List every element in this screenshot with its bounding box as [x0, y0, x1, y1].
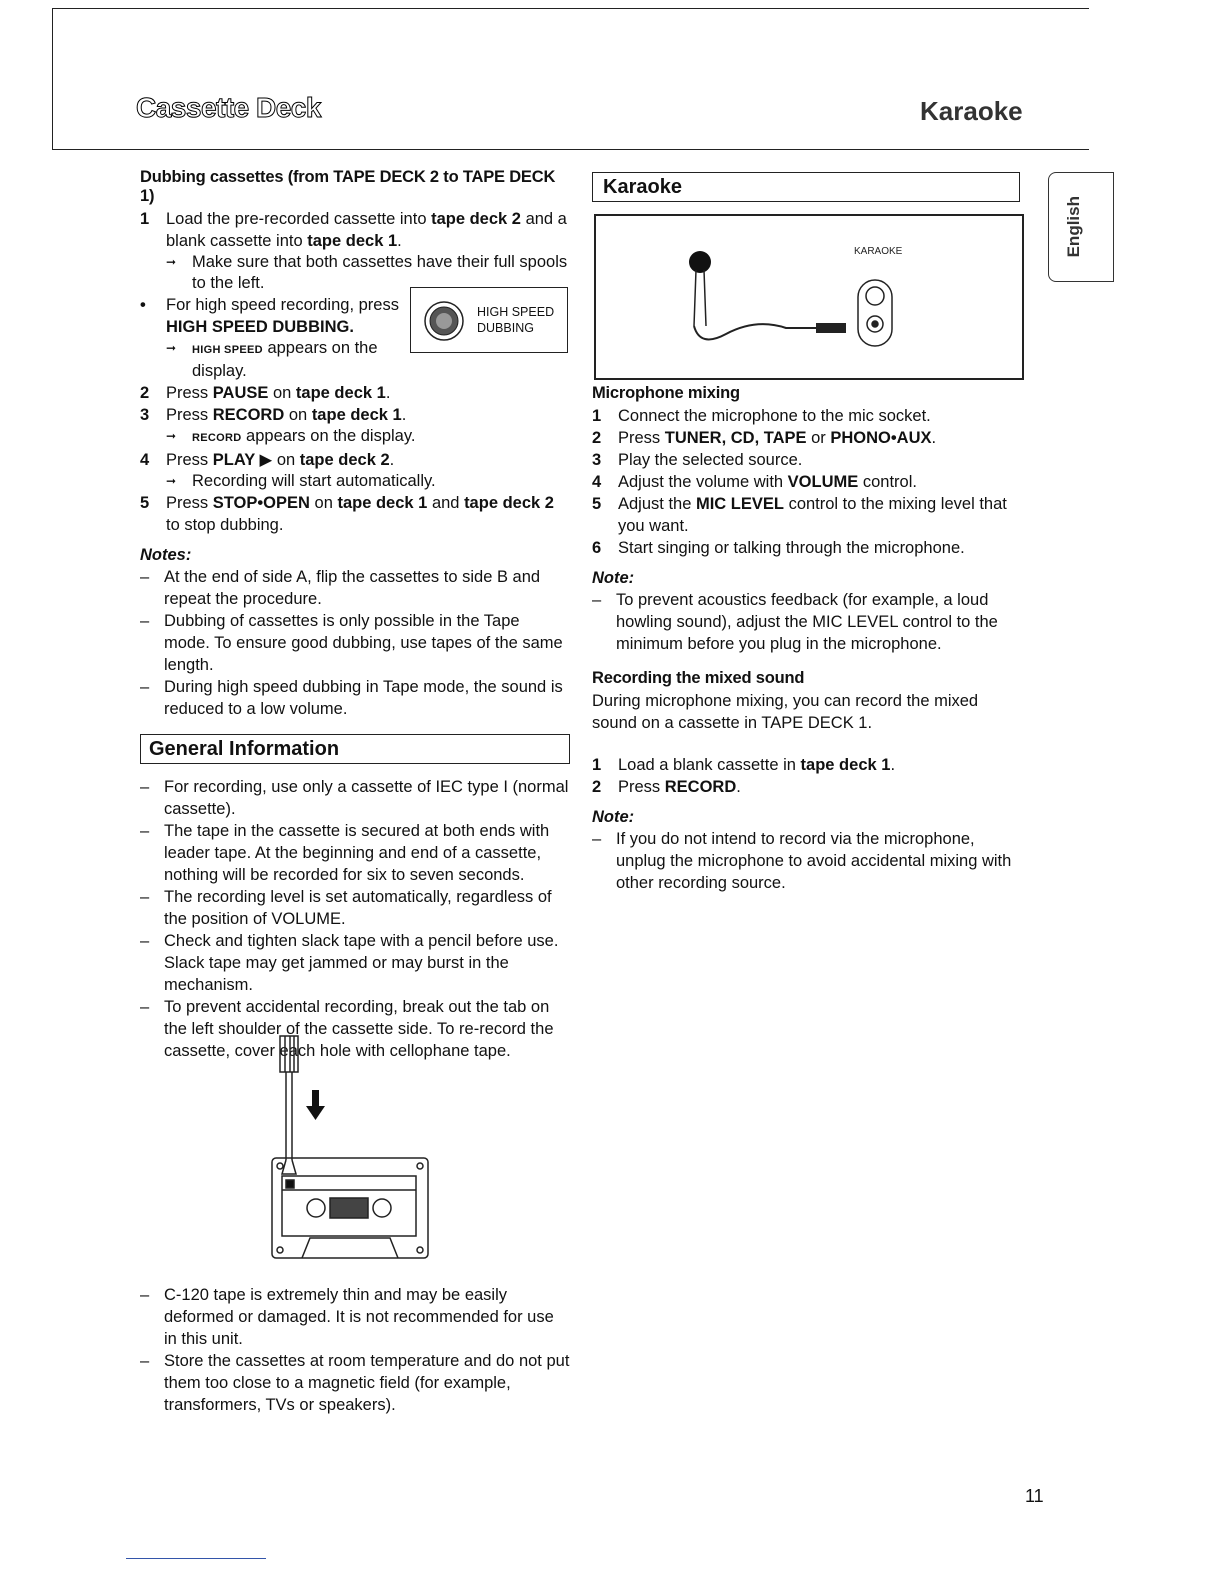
karaoke-illustration — [594, 214, 1024, 380]
general-item: – For recording, use only a cassette of IEC type I (normal cassette). — [140, 778, 569, 818]
mic-note-title: Note: — [592, 569, 635, 587]
microphone-icon — [689, 251, 711, 326]
microphone-mixing-heading: Microphone mixing — [592, 384, 740, 402]
cassette-tab-illustration — [268, 1032, 434, 1264]
right-column — [592, 384, 1022, 894]
mic-step-4: 4 Adjust the volume with VOLUME control. — [592, 473, 917, 491]
rec-note-title: Note: — [592, 808, 635, 826]
general-item: – The tape in the cassette is secured at both ends with leader tape. At the beginning and end of a cassette, nothing will be recorded for six to seven seconds. — [140, 822, 550, 884]
rec-step-1: 1 Load a blank cassette in tape deck 1. — [592, 756, 896, 774]
high-speed-label: HIGH SPEED — [477, 305, 555, 319]
general-item: – Check and tighten slack tape with a pencil before use. Slack tape may get jammed or may burst in the mechanism. — [140, 932, 559, 994]
dubbing-note: – At the end of side A, flip the cassettes to side B and repeat the procedure. — [140, 568, 541, 608]
dubbing-notes-title: Notes: — [140, 546, 192, 564]
high-speed-dubbing-illustration — [410, 287, 568, 353]
high-speed-dubbing-button-icon — [423, 300, 465, 342]
rec-note: – If you do not intend to record via the microphone, unplug the microphone to avoid accidental mixing with other recording source. — [592, 830, 1012, 892]
dubbing-step-4-result: ➞ Recording will start automatically. — [166, 472, 436, 490]
mic-note: – To prevent acoustics feedback (for example, a loud howling sound), adjust the MIC LEVEL control to the minimum before you plug in the microphone. — [592, 591, 998, 653]
general-info-continued — [140, 1284, 570, 1416]
jack-plug-icon — [816, 323, 846, 333]
arrow-icon: ➞ — [166, 474, 177, 488]
dubbing-note: – During high speed dubbing in Tape mode, the sound is reduced to a low volume. — [140, 678, 563, 718]
general-item: – Store the cassettes at room temperature and do not put them too close to a magnetic field (for example, transformers, TVs or speakers). — [140, 1352, 570, 1414]
mic-step-5: 5 Adjust the MIC LEVEL control to the mixing level that you want. — [592, 495, 1007, 535]
page-number: 11 — [1025, 1486, 1044, 1506]
high-speed-bullet: • For high speed recording, press HIGH SPEED DUBBING. — [140, 296, 399, 336]
mic-step-3: 3 Play the selected source. — [592, 451, 803, 469]
mic-step-1: 1 Connect the microphone to the mic socket. — [592, 407, 931, 425]
general-item: – The recording level is set automatically, regardless of the position of VOLUME. — [140, 888, 552, 928]
general-information-title: General Information — [140, 734, 570, 764]
header-title-cassette-deck: Cassette Deck — [136, 92, 321, 123]
arrow-down-icon — [306, 1090, 325, 1120]
dubbing-note: – Dubbing of cassettes is only possible in the Tape mode. To ensure good dubbing, use tapes of the same length. — [140, 612, 563, 674]
unit-panel-icon — [858, 280, 892, 346]
dubbing-step-1-result: ➞ Make sure that both cassettes have their full spools to the left. — [166, 253, 568, 292]
dubbing-step-1: 1 Load the pre-recorded cassette into tape deck 2 and a blank cassette into tape deck 1. — [140, 210, 567, 250]
arrow-icon: ➞ — [166, 341, 177, 355]
microphone-connection-diagram — [596, 216, 1022, 378]
header-title-karaoke: Karaoke — [920, 96, 1023, 126]
dubbing-step-2: 2 Press PAUSE on tape deck 1. — [140, 384, 391, 402]
dubbing-step-3-result: ➞ RECORD appears on the display. — [140, 426, 570, 449]
karaoke-section-title: Karaoke — [592, 172, 1020, 202]
general-item: – To prevent accidental recording, break out the tab on the left shoulder of the cassette side. To re-record the cassette, cover each hole with cellophane tape. — [140, 998, 554, 1060]
recording-mixed-heading: Recording the mixed sound — [592, 669, 805, 687]
general-item: – C-120 tape is extremely thin and may be easily deformed or damaged. It is not recommended for use in this unit. — [140, 1286, 554, 1348]
dubbing-heading: Dubbing cassettes (from TAPE DECK 2 to TAPE DECK 1) — [140, 168, 556, 205]
dubbing-step-3: 3 Press RECORD on tape deck 1. — [140, 406, 407, 424]
recording-mixed-text: During microphone mixing, you can record the mixed sound on a cassette in TAPE DECK 1. — [592, 692, 979, 732]
dubbing-step-4: 4 Press PLAY ▶ on tape deck 2. — [140, 451, 395, 469]
mic-step-2: 2 Press TUNER, CD, TAPE or PHONO•AUX. — [592, 429, 937, 447]
footer-rule — [126, 1558, 266, 1559]
page-header-frame — [52, 8, 1089, 150]
dubbing-label: DUBBING — [477, 321, 534, 335]
dubbing-step-5: 5 Press STOP•OPEN on tape deck 1 and tape deck 2 to stop dubbing. — [140, 494, 554, 534]
mic-step-6: 6 Start singing or talking through the microphone. — [592, 539, 965, 557]
high-speed-result: ➞ HIGH SPEED appears on the display. — [166, 339, 378, 380]
screwdriver-icon — [280, 1036, 298, 1174]
language-tab-label: English — [1064, 196, 1083, 258]
rec-step-2: 2 Press RECORD. — [592, 778, 741, 796]
karaoke-device-label: KARAOKE — [854, 246, 903, 257]
microphone-cable — [694, 324, 818, 339]
arrow-icon: ➞ — [166, 429, 177, 443]
arrow-icon: ➞ — [166, 255, 177, 269]
